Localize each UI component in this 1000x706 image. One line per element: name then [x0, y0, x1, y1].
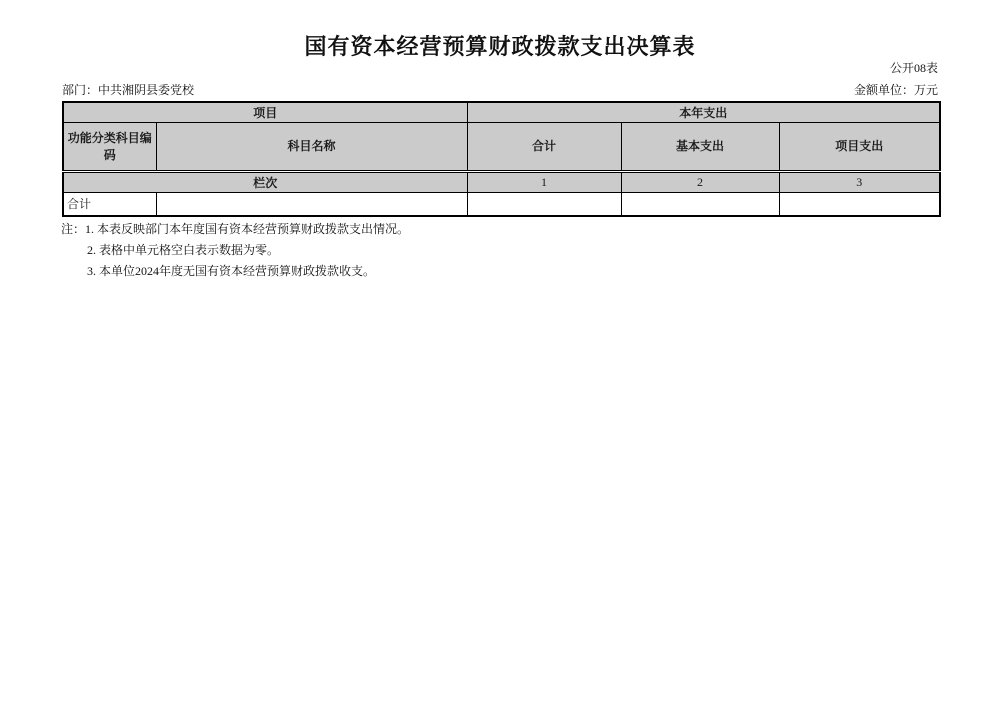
total-row-basic-cell — [621, 193, 779, 216]
table-row-total — [63, 193, 940, 216]
footnote-1-text: 1. 本表反映部门本年度国有资本经营预算财政拨款支出情况。 — [85, 222, 410, 236]
header-group-project: 项目 — [63, 102, 467, 123]
header-col-basic-expense: 基本支出 — [621, 123, 779, 172]
header-col-subject-name: 科目名称 — [156, 123, 467, 172]
total-row-name-cell — [156, 193, 467, 216]
total-row-total-cell — [467, 193, 621, 216]
header-columns-row — [63, 123, 940, 172]
column-index-row — [63, 172, 940, 193]
unit-label: 金额单位：万元 — [853, 83, 938, 97]
column-index-label: 栏次 — [63, 172, 467, 193]
footnote-2-text: 2. 表格中单元格空白表示数据为零。 — [87, 243, 280, 257]
department-label: 部门：中共湘阴县委党校 — [62, 83, 195, 97]
form-code-label: 公开08表 — [889, 61, 938, 75]
column-index-2: 2 — [621, 172, 779, 193]
header-col-total: 合计 — [467, 123, 621, 172]
meta-row — [62, 81, 938, 98]
footnote-3 — [61, 261, 409, 282]
total-row-label: 合计 — [63, 193, 156, 216]
page-title: 国有资本经营预算财政拨款支出决算表 — [304, 34, 696, 59]
report-table — [62, 101, 941, 217]
header-group-row — [63, 102, 940, 123]
total-row-project-cell — [779, 193, 940, 216]
footnote-prefix: 注： — [61, 222, 86, 236]
column-index-1: 1 — [467, 172, 621, 193]
header-col-project-expense: 项目支出 — [779, 123, 940, 172]
header-group-current-year-expense: 本年支出 — [467, 102, 940, 123]
header-col-function-code: 功能分类科目编码 — [63, 123, 156, 172]
footnotes — [61, 219, 409, 282]
footnote-3-text: 3. 本单位2024年度无国有资本经营预算财政拨款收支。 — [87, 264, 376, 278]
footnote-2 — [61, 240, 409, 261]
column-index-3: 3 — [779, 172, 940, 193]
footnote-1 — [61, 219, 409, 240]
